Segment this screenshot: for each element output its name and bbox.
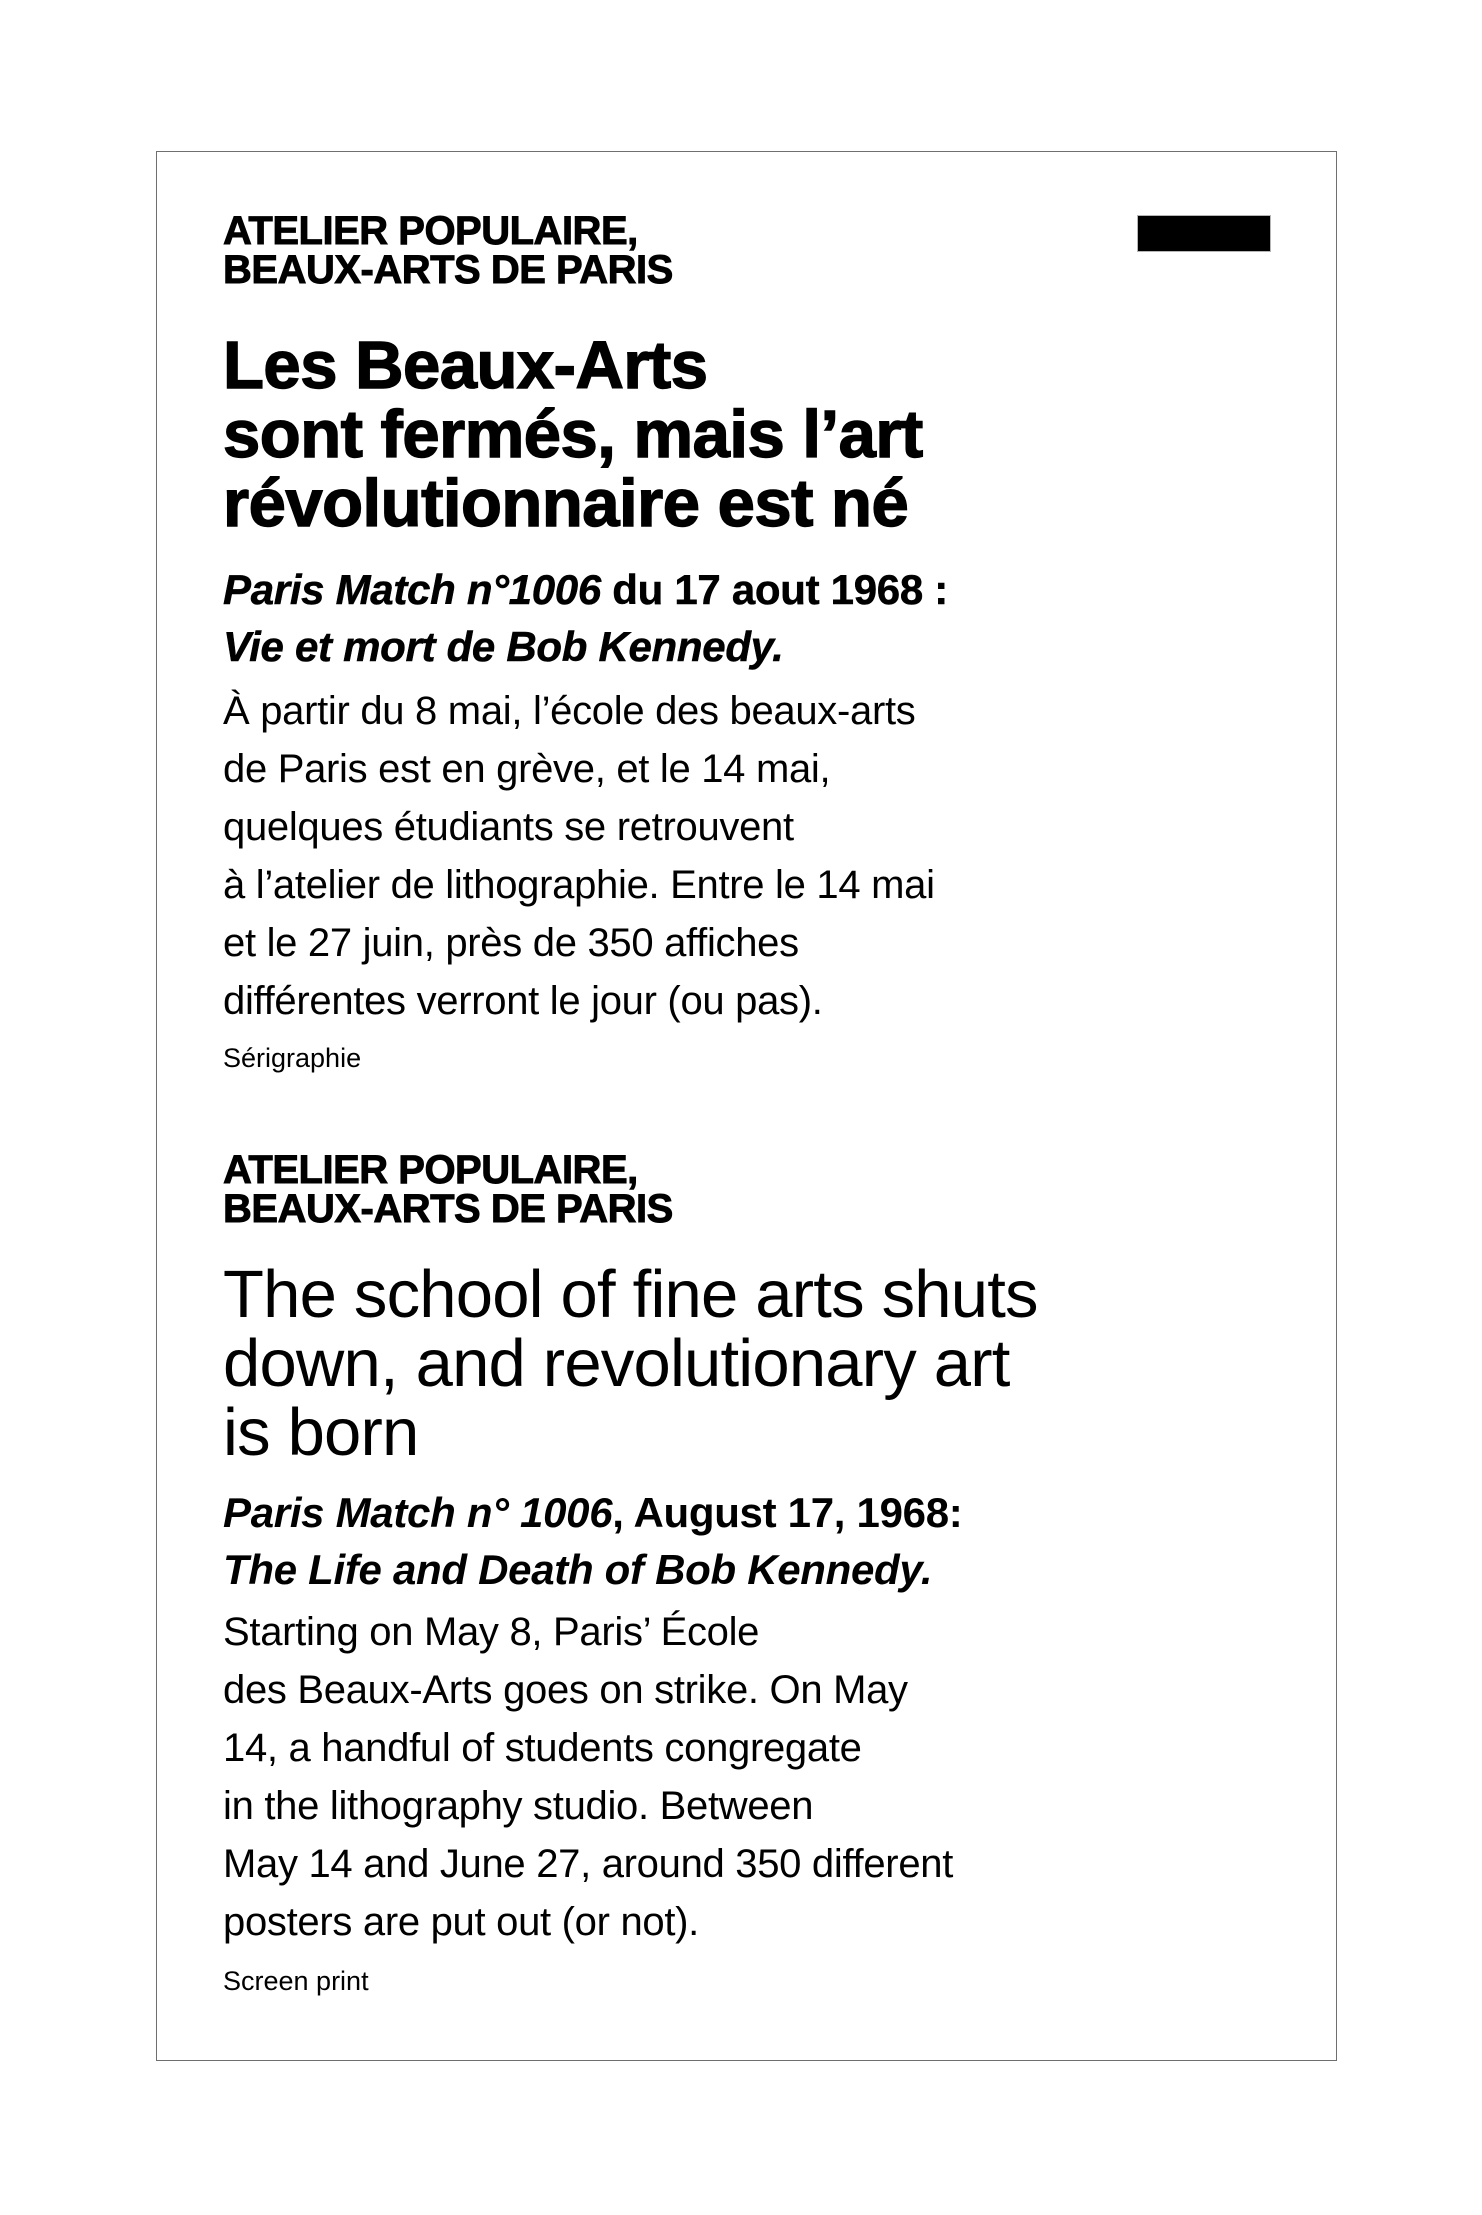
eyebrow-line: ATELIER POPULAIRE, [223,209,638,253]
subtitle-line [223,561,1270,618]
body-line: posters are put out (or not). [223,1900,699,1944]
headline-english [223,1257,1270,1470]
body-line: quelques étudiants se retrouvent [223,805,794,849]
body-line: in the lithography studio. Between [223,1784,814,1828]
subtitle-line [223,1484,1270,1541]
body-english [223,1603,1270,1951]
body-line: et le 27 juin, près de 350 affiches [223,921,799,965]
body-line: Starting on May 8, Paris’ École [223,1610,760,1654]
body-line: À partir du 8 mai, l’école des beaux-arts [223,689,916,733]
body-line: des Beaux-Arts goes on strike. On May [223,1668,908,1712]
headline-line: Les Beaux-Arts [223,328,708,403]
subtitle-line [223,1541,1270,1598]
redaction-bar [1138,216,1270,251]
headline-line: révolutionnaire est né [223,466,909,541]
body-line: May 14 and June 27, around 350 different [223,1842,954,1886]
subtitle-upright-tail: , August 17, 1968: [612,1489,963,1536]
subtitle-french [223,561,1270,675]
subtitle-italic-line2: The Life and Death of Bob Kennedy. [223,1546,933,1593]
headline-line: down, and revolutionary art [223,1326,1010,1401]
body-line: à l’atelier de lithographie. Entre le 14 mai [223,863,935,907]
headline-french [223,328,1270,541]
eyebrow-line: BEAUX-ARTS DE PARIS [223,248,673,292]
headline-line: The school of fine arts shuts [223,1257,1038,1332]
subtitle-line [223,618,1270,675]
body-french [223,682,1270,1030]
subtitle-italic-line2: Vie et mort de Bob Kennedy. [223,623,784,670]
subtitle-italic-lead: Paris Match n° 1006 [223,1489,613,1536]
french-section [223,209,1270,1075]
label-card [156,151,1337,2061]
body-line: différentes verront le jour (ou pas). [223,979,823,1023]
eyebrow-french [223,209,1270,292]
eyebrow-english [223,1148,1270,1231]
subtitle-upright-tail: du 17 aout 1968 : [600,566,948,613]
eyebrow-line: ATELIER POPULAIRE, [223,1148,638,1192]
english-section [223,1148,1270,1998]
body-line: de Paris est en grève, et le 14 mai, [223,747,831,791]
medium-caption-french: Sérigraphie [223,1043,362,1073]
body-line: 14, a handful of students congregate [223,1726,862,1770]
subtitle-english [223,1484,1270,1598]
medium-caption-english: Screen print [223,1966,369,1996]
headline-line: is born [223,1395,419,1470]
subtitle-italic-lead: Paris Match n°1006 [223,566,601,613]
headline-line: sont fermés, mais l’art [223,397,923,472]
eyebrow-line: BEAUX-ARTS DE PARIS [223,1187,673,1231]
